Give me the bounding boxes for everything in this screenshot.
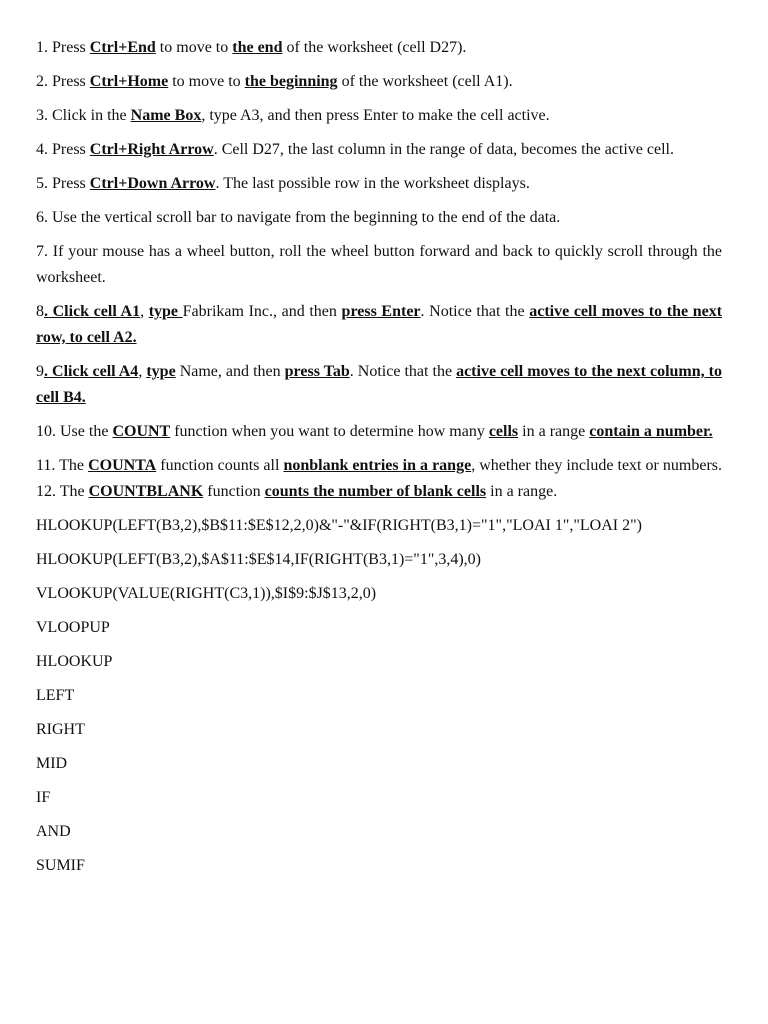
paragraph-4 <box>36 137 722 163</box>
body-text: . Notice that the <box>420 303 530 320</box>
emphasis-text: Ctrl+Home <box>89 73 169 90</box>
paragraph-8 <box>36 299 722 351</box>
emphasis-text: the end <box>232 39 283 56</box>
paragraph-10 <box>36 419 722 445</box>
paragraph-13 <box>36 547 722 573</box>
body-text: , <box>138 363 147 380</box>
paragraph-6 <box>36 205 722 231</box>
body-text: 5. Press <box>36 175 90 192</box>
body-text: IF <box>36 789 51 806</box>
body-text: 1. Press <box>36 39 90 56</box>
emphasis-text: cells <box>488 423 519 440</box>
paragraph-14 <box>36 581 722 607</box>
body-text: HLOOKUP <box>36 653 113 670</box>
emphasis-text: Ctrl+Right Arrow <box>89 141 214 158</box>
body-text: 3. Click in the <box>36 107 131 124</box>
emphasis-text: nonblank entries in a range <box>283 457 472 474</box>
paragraph-20 <box>36 785 722 811</box>
body-text: of the worksheet (cell D27). <box>282 39 467 56</box>
emphasis-text: press Enter <box>341 303 421 320</box>
document-body <box>36 35 722 879</box>
paragraph-16 <box>36 649 722 675</box>
emphasis-text: Ctrl+Down Arrow <box>89 175 216 192</box>
emphasis-text: type <box>148 303 183 320</box>
paragraph-3 <box>36 103 722 129</box>
body-text: 8 <box>36 303 44 320</box>
emphasis-text: active cell moves to the next column, to cell B4. <box>36 363 723 406</box>
paragraph-19 <box>36 751 722 777</box>
emphasis-text: active cell moves to the next row, to cell A2. <box>36 303 723 346</box>
body-text: VLOOKUP(VALUE(RIGHT(C3,1)),$I$9:$J$13,2,0) <box>36 585 377 602</box>
body-text: to move to <box>168 73 245 90</box>
body-text: function when you want to determine how many <box>170 423 489 440</box>
paragraph-17 <box>36 683 722 709</box>
paragraph-1 <box>36 35 722 61</box>
body-text: Name, and then <box>175 363 285 380</box>
body-text: , <box>140 303 149 320</box>
body-text: AND <box>36 823 71 840</box>
body-text: VLOOPUP <box>36 619 110 636</box>
emphasis-text: Ctrl+End <box>89 39 156 56</box>
body-text: 10. Use the <box>36 423 113 440</box>
body-text: MID <box>36 755 68 772</box>
body-text: 2. Press <box>36 73 90 90</box>
body-text: 9 <box>36 363 44 380</box>
body-text: , type A3, and then press Enter to make the cell active. <box>201 107 550 124</box>
emphasis-text: Name Box <box>130 107 202 124</box>
body-text: . The last possible row in the worksheet displays. <box>215 175 530 192</box>
body-text: Fabrikam Inc., and then <box>182 303 342 320</box>
emphasis-text: COUNT <box>112 423 171 440</box>
body-text: 4. Press <box>36 141 90 158</box>
paragraph-7 <box>36 239 722 291</box>
body-text: function counts all <box>156 457 284 474</box>
paragraph-21 <box>36 819 722 845</box>
paragraph-5 <box>36 171 722 197</box>
body-text: HLOOKUP(LEFT(B3,2),$B$11:$E$12,2,0)&"-"&IF(RIGHT(B3,1)="1","LOAI 1","LOAI 2") <box>36 517 642 534</box>
emphasis-text: type <box>146 363 176 380</box>
emphasis-text: . Click cell A4 <box>44 363 139 380</box>
body-text: of the worksheet (cell A1). <box>337 73 513 90</box>
body-text: 6. Use the vertical scroll bar to navigate from the beginning to the end of the data. <box>36 209 561 226</box>
emphasis-text: the beginning <box>244 73 338 90</box>
paragraph-12 <box>36 513 722 539</box>
body-text: HLOOKUP(LEFT(B3,2),$A$11:$E$14,IF(RIGHT(B3,1)="1",3,4),0) <box>36 551 482 568</box>
emphasis-text: press Tab <box>284 363 350 380</box>
body-text: 11. The <box>36 457 89 474</box>
paragraph-18 <box>36 717 722 743</box>
body-text: SUMIF <box>36 857 85 874</box>
emphasis-text: contain a number. <box>589 423 713 440</box>
emphasis-text: counts the number of blank cells <box>264 483 487 500</box>
body-text: in a range. <box>486 483 558 500</box>
body-text: . Cell D27, the last column in the range of data, becomes the active cell. <box>213 141 674 158</box>
body-text: RIGHT <box>36 721 85 738</box>
paragraph-22 <box>36 853 722 879</box>
paragraph-11 <box>36 453 722 505</box>
paragraph-15 <box>36 615 722 641</box>
body-text: to move to <box>155 39 233 56</box>
body-text: . Notice that the <box>349 363 457 380</box>
body-text: LEFT <box>36 687 75 704</box>
body-text: 7. If your mouse has a wheel button, roll the wheel button forward and back to quickly scroll through the worksheet. <box>36 243 722 286</box>
emphasis-text: . Click cell A1 <box>44 303 141 320</box>
body-text: , whether they include text or numbers. 12. The <box>36 457 722 500</box>
emphasis-text: COUNTBLANK <box>88 483 204 500</box>
paragraph-9 <box>36 359 722 411</box>
body-text: function <box>203 483 265 500</box>
body-text: in a range <box>518 423 590 440</box>
paragraph-2 <box>36 69 722 95</box>
emphasis-text: COUNTA <box>88 457 157 474</box>
